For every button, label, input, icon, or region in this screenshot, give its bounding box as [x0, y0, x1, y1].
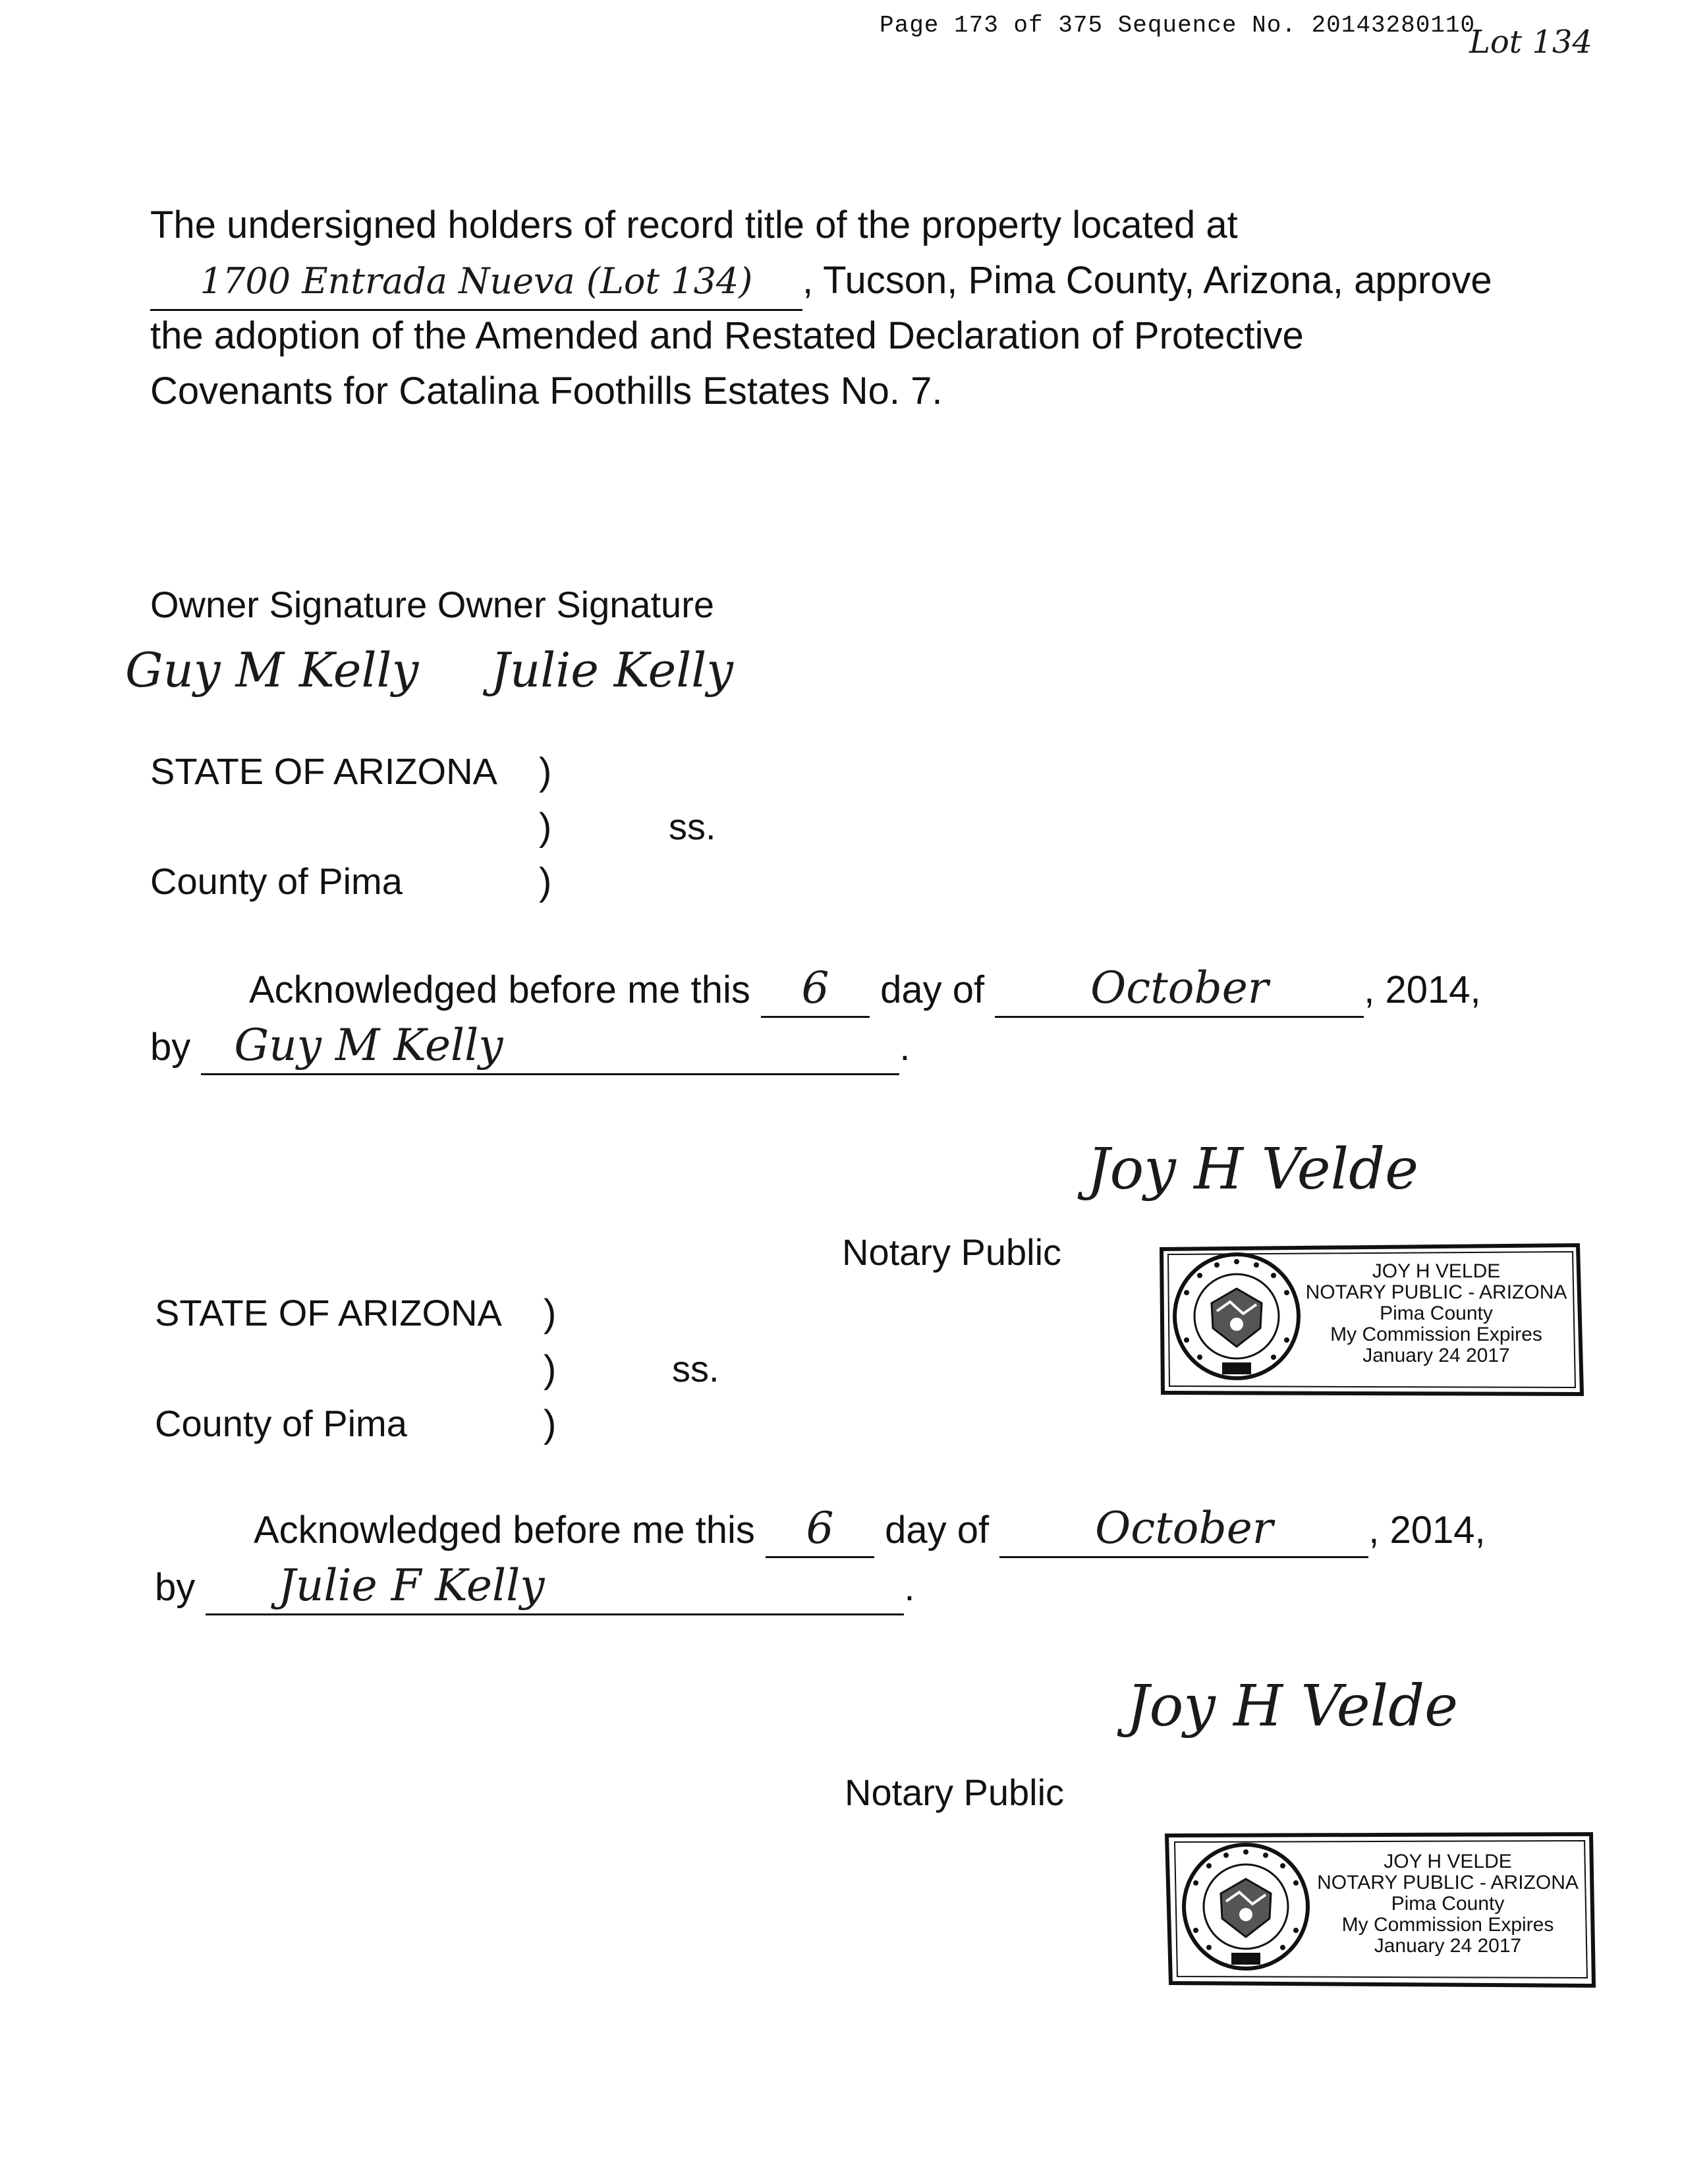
intro-line-4: Covenants for Catalina Foothills Estates No. 7. — [150, 370, 943, 412]
ack-year-1: , 2014, — [1364, 968, 1481, 1011]
arizona-seal-icon-1 — [1171, 1250, 1303, 1382]
stamp-county-1: Pima County — [1380, 1302, 1493, 1324]
stamp-text-1 — [1295, 1261, 1578, 1366]
arizona-seal-icon-2 — [1180, 1841, 1312, 1973]
notary-stamp-2 — [1163, 1825, 1598, 1990]
stamp-text-2 — [1304, 1851, 1591, 1957]
notary-signature-2: Joy H Velde — [1127, 1673, 1459, 1739]
ack-line-1 — [249, 961, 1481, 1018]
ack-month-1: October — [995, 961, 1364, 1018]
ack-period-1: . — [899, 1026, 911, 1069]
ss-label-2: ss. — [672, 1348, 719, 1389]
ack-day-of-1: day of — [880, 968, 985, 1011]
notary-public-label-2: Notary Public — [845, 1772, 1065, 1813]
ack-by-line-2 — [155, 1558, 915, 1615]
stamp-title-1: NOTARY PUBLIC - ARIZONA — [1305, 1281, 1567, 1303]
paren-2c: ) — [544, 1403, 557, 1445]
paren-2a: ) — [544, 1292, 557, 1335]
owner-signature-1: Guy M Kelly — [125, 642, 419, 698]
state-label-1: STATE OF ARIZONA — [150, 750, 497, 792]
stamp-expires-1: January 24 2017 — [1362, 1345, 1510, 1366]
intro-line-1: The undersigned holders of record title of the property located at — [150, 204, 1238, 246]
paren-1a: ) — [539, 750, 552, 793]
paren-1c: ) — [539, 860, 552, 903]
state-label-2: STATE OF ARIZONA — [155, 1292, 502, 1333]
intro-line-2-rest: , Tucson, Pima County, Arizona, approve — [802, 259, 1492, 302]
ack-by-line-1 — [150, 1018, 911, 1075]
notary-signature-1: Joy H Velde — [1087, 1136, 1419, 1202]
paren-1b: ) — [539, 806, 552, 849]
intro-line-3: the adoption of the Amended and Restated Declaration of Protective — [150, 314, 1304, 357]
page-sequence-header: Page 173 of 375 Sequence No. 20143280110 — [880, 12, 1476, 39]
ack-prefix-2: Acknowledged before me this — [254, 1509, 755, 1552]
paren-2b: ) — [544, 1348, 557, 1391]
intro-line-2 — [150, 253, 1527, 311]
ack-line-2 — [254, 1501, 1486, 1558]
ack-month-2: October — [999, 1501, 1368, 1558]
ack-name-1: Guy M Kelly — [201, 1018, 899, 1075]
stamp-commission-1: My Commission Expires — [1330, 1324, 1542, 1345]
notary-public-label-1: Notary Public — [842, 1231, 1062, 1273]
stamp-commission-2: My Commission Expires — [1341, 1914, 1554, 1936]
lot-note: Lot 134 — [1469, 24, 1592, 61]
ack-by-1: by — [150, 1026, 191, 1069]
ack-day-1: 6 — [761, 961, 870, 1018]
ack-period-2: . — [904, 1566, 915, 1609]
address-field: 1700 Entrada Nueva (Lot 134) — [150, 254, 802, 311]
stamp-title-2: NOTARY PUBLIC - ARIZONA — [1317, 1872, 1579, 1893]
ack-name-2: Julie F Kelly — [206, 1558, 904, 1615]
stamp-name-2: JOY H VELDE — [1384, 1851, 1512, 1872]
notary-stamp-1 — [1156, 1237, 1584, 1399]
ack-year-2: , 2014, — [1368, 1509, 1486, 1552]
stamp-expires-2: January 24 2017 — [1374, 1935, 1522, 1957]
owner-signature-label: Owner Signature Owner Signature — [150, 584, 714, 625]
ack-by-2: by — [155, 1566, 196, 1609]
owner-signature-2: Julie Kelly — [491, 642, 733, 698]
ss-label-1: ss. — [669, 806, 716, 847]
county-label-2: County of Pima — [155, 1403, 407, 1444]
county-label-1: County of Pima — [150, 860, 403, 902]
ack-prefix-1: Acknowledged before me this — [249, 968, 750, 1011]
stamp-name-1: JOY H VELDE — [1372, 1260, 1501, 1282]
stamp-county-2: Pima County — [1391, 1893, 1505, 1915]
ack-day-2: 6 — [766, 1501, 874, 1558]
ack-day-of-2: day of — [885, 1509, 990, 1552]
